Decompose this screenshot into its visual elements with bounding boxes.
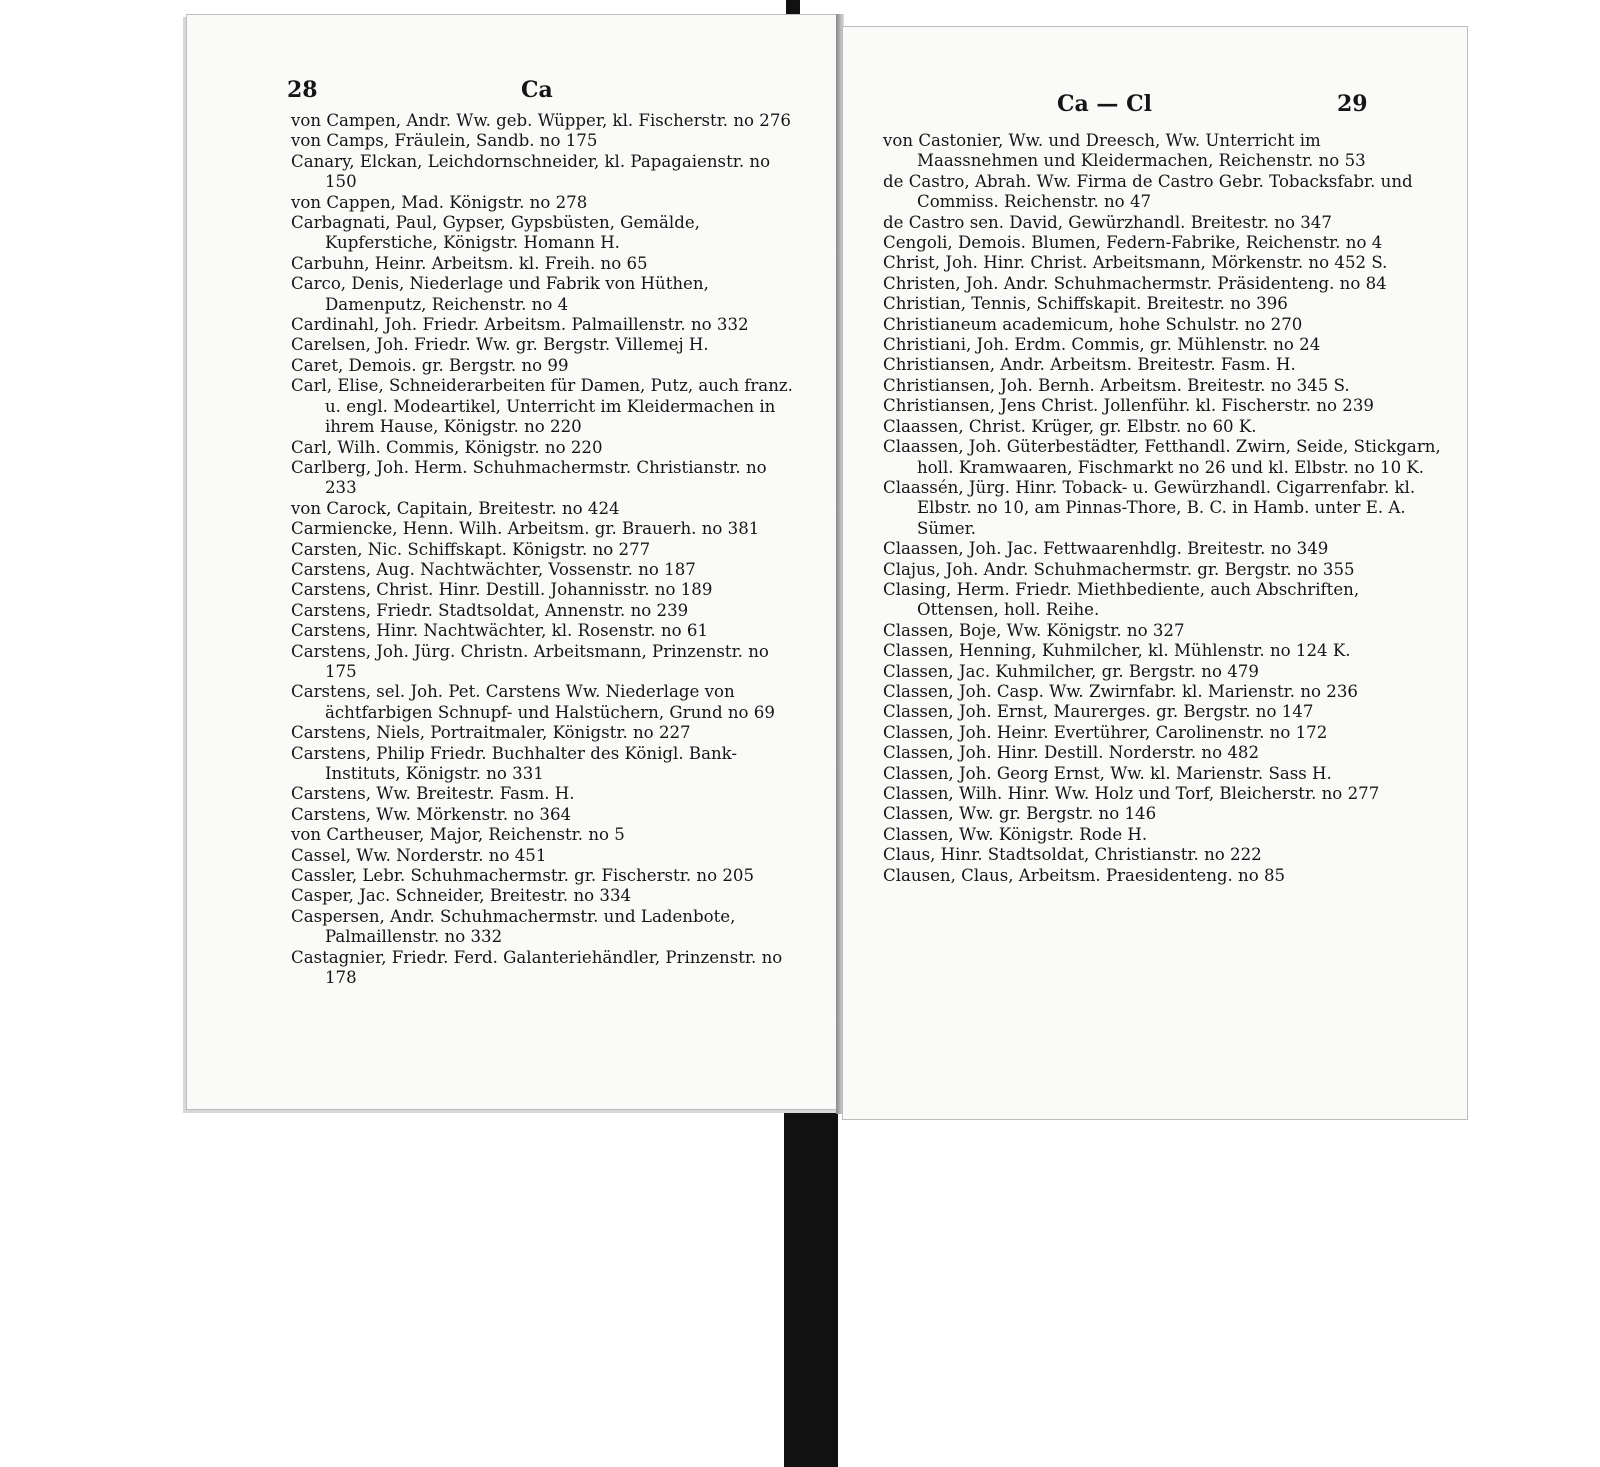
directory-entry: de Castro, Abrah. Ww. Firma de Castro Gebr. Tobacksfabr. und Commiss. Reichenstr. no 47 (883, 171, 1413, 212)
directory-entry: Clajus, Joh. Andr. Schuhmachermstr. gr. Bergstr. no 355 (883, 559, 1355, 579)
left-page-number: 28 (287, 77, 318, 103)
directory-entry: de Castro sen. David, Gewürzhandl. Breitestr. no 347 (883, 212, 1332, 232)
directory-entry: Carstens, Ww. Breitestr. Fasm. H. (291, 784, 575, 804)
directory-entry: Carstens, Friedr. Stadtsoldat, Annenstr. no 239 (291, 600, 689, 620)
directory-entry: Classen, Joh. Georg Ernst, Ww. kl. Marienstr. Sass H. (883, 763, 1332, 783)
directory-entry: Cardinahl, Joh. Friedr. Arbeitsm. Palmaillenstr. no 332 (291, 315, 749, 335)
directory-entry: von Carock, Capitain, Breitestr. no 424 (291, 498, 620, 518)
left-page (186, 14, 840, 1110)
directory-entry: Carstens, Christ. Hinr. Destill. Johannisstr. no 189 (291, 580, 713, 600)
directory-entry: Carlberg, Joh. Herm. Schuhmachermstr. Christianstr. no 233 (291, 457, 767, 498)
left-page-heading: Ca (521, 77, 553, 103)
directory-entry: Caspersen, Andr. Schuhmachermstr. und Ladenbote, Palmaillenstr. no 332 (291, 906, 736, 947)
directory-entry: Cengoli, Demois. Blumen, Federn-Fabrike, Reichenstr. no 4 (883, 233, 1383, 253)
directory-entry: Carstens, Niels, Portraitmaler, Königstr. no 227 (291, 723, 691, 743)
directory-entry: Cassel, Ww. Norderstr. no 451 (291, 845, 547, 865)
directory-entry: Clasing, Herm. Friedr. Miethbediente, auch Abschriften, Ottensen, holl. Reihe. (883, 579, 1360, 620)
directory-entry: Carbuhn, Heinr. Arbeitsm. kl. Freih. no 65 (291, 253, 648, 273)
directory-entry: Carl, Elise, Schneiderarbeiten für Damen, Putz, auch franz. u. engl. Modeartikel, Unterricht im Kleidermachen in ihrem Hause, Königstr. no 220 (291, 376, 793, 437)
directory-entry: Classen, Joh. Hinr. Destill. Norderstr. no 482 (883, 743, 1260, 763)
binding-spine-bottom (784, 1110, 838, 1467)
directory-entry: Claassén, Jürg. Hinr. Toback- u. Gewürzhandl. Cigarrenfabr. kl. Elbstr. no 10, am Pinnas-Thore, B. C. in Hamb. unter E. A. Sümer. (883, 477, 1416, 538)
directory-entry: von Castonier, Ww. und Dreesch, Ww. Unterricht im Maassnehmen und Kleidermachen, Reichenstr. no 53 (883, 131, 1366, 171)
directory-entry: Carbagnati, Paul, Gypser, Gypsbüsten, Gemälde, Kupferstiche, Königstr. Homann H. (291, 213, 700, 253)
directory-entry: Christiani, Joh. Erdm. Commis, gr. Mühlenstr. no 24 (883, 335, 1321, 355)
right-page (842, 26, 1468, 1120)
directory-entry: Claassen, Joh. Güterbestädter, Fetthandl. Zwirn, Seide, Stickgarn, holl. Kramwaaren, Fischmarkt no 26 und kl. Elbstr. no 10 K. (883, 437, 1441, 477)
directory-entry: Carsten, Nic. Schiffskapt. Königstr. no 277 (291, 539, 651, 559)
directory-entry: Carstens, Philip Friedr. Buchhalter des Königl. Bank-Instituts, Königstr. no 331 (291, 743, 738, 783)
directory-entry: Carstens, Ww. Mörkenstr. no 364 (291, 804, 572, 824)
directory-entry: von Campen, Andr. Ww. geb. Wüpper, kl. Fischerstr. no 276 (291, 111, 791, 130)
directory-entry: Carstens, Joh. Jürg. Christn. Arbeitsmann, Prinzenstr. no 175 (291, 641, 769, 681)
directory-entry: Christianeum academicum, hohe Schulstr. no 270 (883, 314, 1303, 334)
directory-entry: von Camps, Fräulein, Sandb. no 175 (291, 131, 598, 151)
directory-entry: Claassen, Joh. Jac. Fettwaarenhdlg. Breitestr. no 349 (883, 539, 1329, 559)
directory-entry: Claassen, Christ. Krüger, gr. Elbstr. no 60 K. (883, 416, 1257, 436)
directory-entry: Classen, Ww. gr. Bergstr. no 146 (883, 804, 1157, 824)
directory-entry: Christen, Joh. Andr. Schuhmachermstr. Präsidenteng. no 84 (883, 273, 1387, 293)
directory-entry: Carco, Denis, Niederlage und Fabrik von Hüthen, Damenputz, Reichenstr. no 4 (291, 274, 709, 314)
directory-entry: Classen, Boje, Ww. Königstr. no 327 (883, 620, 1185, 640)
directory-entry: Classen, Joh. Ernst, Maurerges. gr. Bergstr. no 147 (883, 702, 1314, 722)
directory-entry: Caret, Demois. gr. Bergstr. no 99 (291, 355, 569, 375)
directory-entry: Carstens, Aug. Nachtwächter, Vossenstr. no 187 (291, 559, 696, 579)
left-entry-list (291, 111, 797, 988)
directory-entry: Carelsen, Joh. Friedr. Ww. gr. Bergstr. Villemej H. (291, 335, 709, 355)
right-page-number: 29 (1337, 91, 1368, 117)
directory-entry: Classen, Joh. Heinr. Evertührer, Carolinenstr. no 172 (883, 722, 1328, 742)
right-entry-list (883, 131, 1441, 886)
directory-entry: Cassler, Lebr. Schuhmachermstr. gr. Fischerstr. no 205 (291, 866, 755, 886)
directory-entry: Casper, Jac. Schneider, Breitestr. no 334 (291, 886, 632, 906)
directory-entry: Carl, Wilh. Commis, Königstr. no 220 (291, 437, 603, 457)
right-page-heading: Ca — Cl (1057, 91, 1152, 117)
directory-entry: Clausen, Claus, Arbeitsm. Praesidenteng. no 85 (883, 865, 1286, 885)
directory-entry: von Cartheuser, Major, Reichenstr. no 5 (291, 825, 625, 845)
directory-entry: Carstens, Hinr. Nachtwächter, kl. Rosenstr. no 61 (291, 621, 709, 641)
directory-entry: Christiansen, Andr. Arbeitsm. Breitestr. Fasm. H. (883, 355, 1296, 375)
directory-entry: Christiansen, Jens Christ. Jollenführ. kl. Fischerstr. no 239 (883, 396, 1374, 416)
directory-entry: Castagnier, Friedr. Ferd. Galanteriehändler, Prinzenstr. no 178 (291, 947, 783, 988)
directory-entry: von Cappen, Mad. Königstr. no 278 (291, 192, 588, 212)
directory-entry: Canary, Elckan, Leichdornschneider, kl. Papagaienstr. no 150 (291, 151, 771, 192)
directory-entry: Carmiencke, Henn. Wilh. Arbeitsm. gr. Brauerh. no 381 (291, 519, 760, 539)
directory-entry: Classen, Ww. Königstr. Rode H. (883, 824, 1148, 844)
directory-entry: Classen, Wilh. Hinr. Ww. Holz und Torf, Bleicherstr. no 277 (883, 784, 1380, 803)
directory-entry: Carstens, sel. Joh. Pet. Carstens Ww. Niederlage von ächtfarbigen Schnupf- und Halstüchern, Grund no 69 (291, 682, 775, 722)
directory-entry: Classen, Jac. Kuhmilcher, gr. Bergstr. no 479 (883, 661, 1259, 681)
directory-entry: Claus, Hinr. Stadtsoldat, Christianstr. no 222 (883, 845, 1262, 865)
directory-entry: Classen, Henning, Kuhmilcher, kl. Mühlenstr. no 124 K. (883, 641, 1351, 661)
directory-entry: Christian, Tennis, Schiffskapit. Breitestr. no 396 (883, 294, 1288, 314)
directory-entry: Classen, Joh. Casp. Ww. Zwirnfabr. kl. Marienstr. no 236 (883, 681, 1358, 701)
directory-entry: Christiansen, Joh. Bernh. Arbeitsm. Breitestr. no 345 S. (883, 375, 1350, 395)
directory-entry: Christ, Joh. Hinr. Christ. Arbeitsmann, Mörkenstr. no 452 S. (883, 253, 1388, 273)
